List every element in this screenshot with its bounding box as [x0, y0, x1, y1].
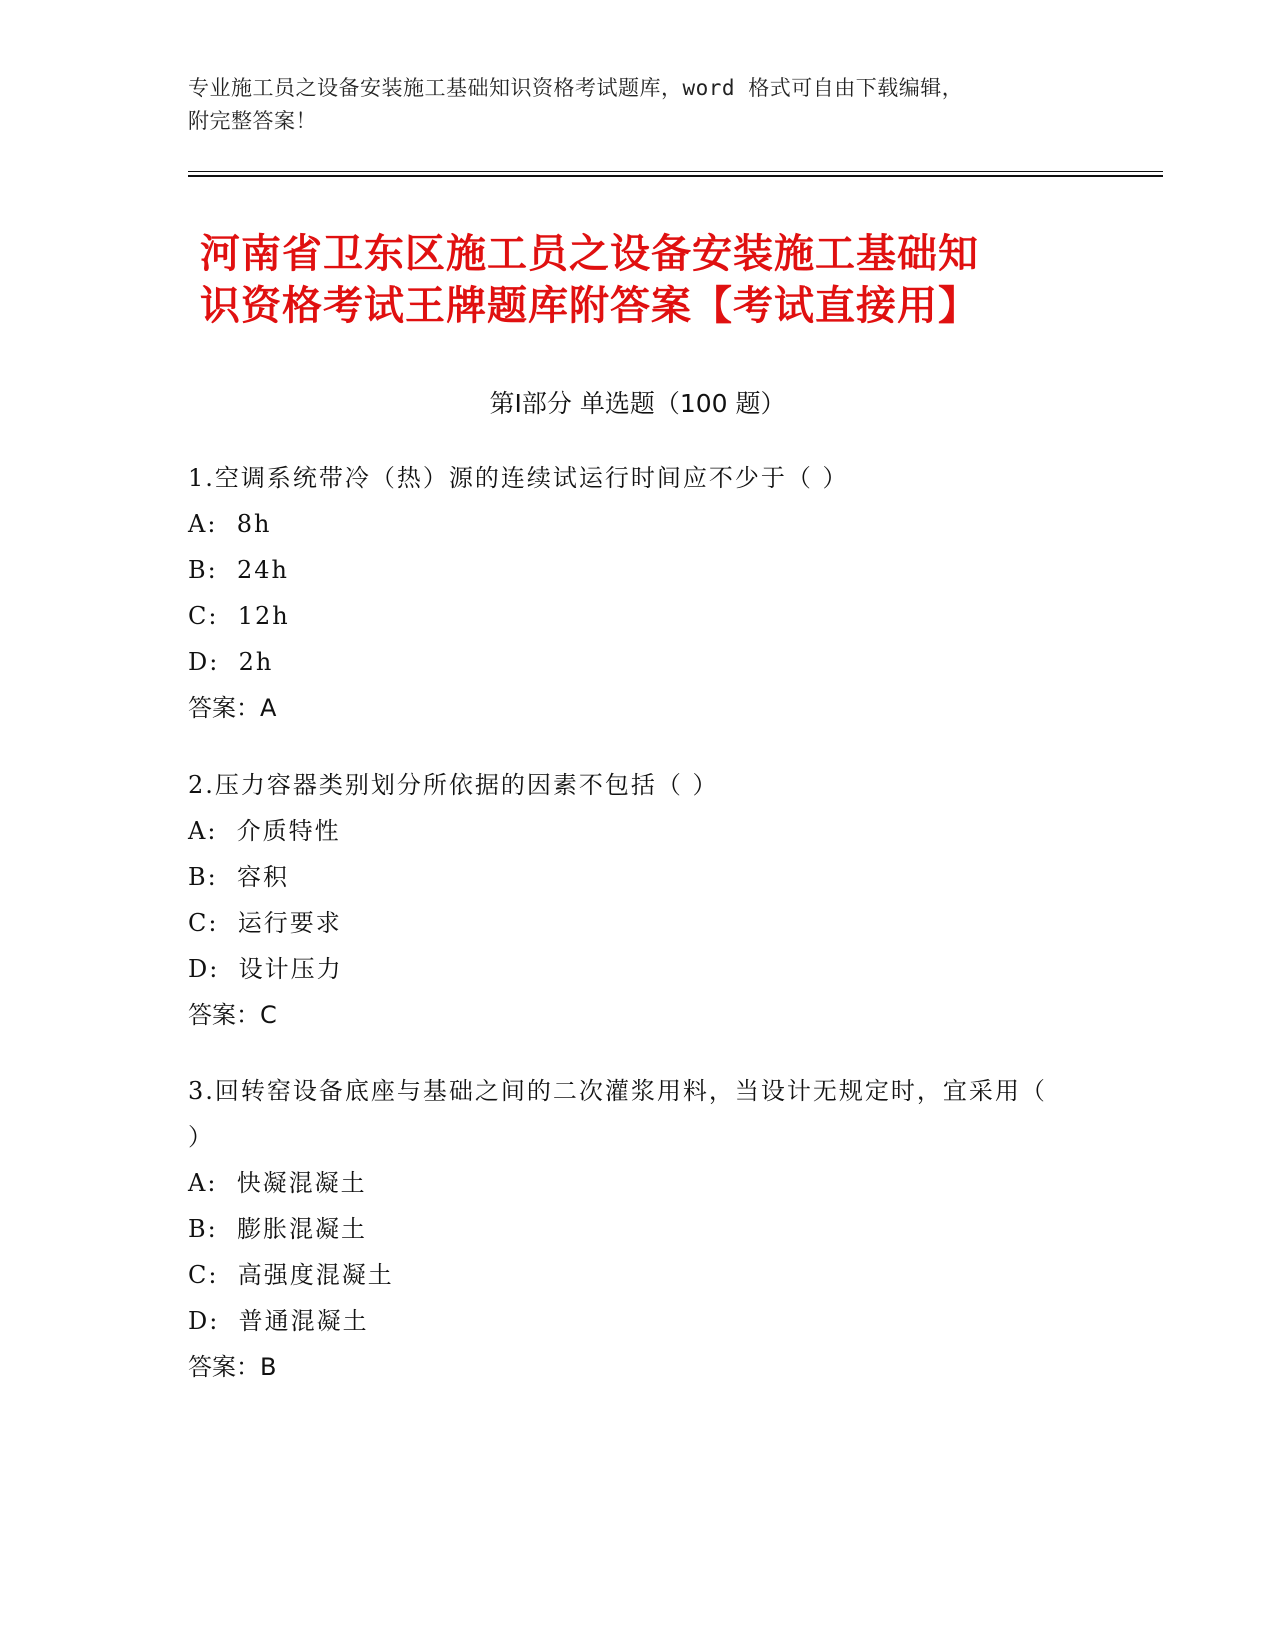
option-label: D: — [188, 648, 220, 676]
option-label: C: — [188, 909, 219, 937]
option-label: A: — [188, 1169, 218, 1197]
option-c — [188, 900, 1088, 946]
option-b — [188, 547, 1088, 593]
section-heading: 第Ⅰ部分 单选题（100 题） — [489, 389, 786, 418]
answer: 答案：C — [188, 1001, 277, 1029]
answer: 答案：B — [188, 1353, 277, 1381]
option-text: 12h — [237, 602, 290, 630]
option-text: 普通混凝土 — [238, 1307, 369, 1335]
option-label: A: — [188, 510, 218, 538]
option-text: 24h — [237, 556, 289, 584]
question-3 — [188, 1068, 1048, 1390]
option-label: C: — [188, 1261, 219, 1289]
option-text: 设计压力 — [238, 955, 343, 983]
option-text: 运行要求 — [237, 909, 342, 937]
option-label: B: — [188, 863, 218, 891]
option-text: 膨胀混凝土 — [237, 1215, 367, 1243]
option-label: B: — [188, 556, 218, 584]
option-text: 8h — [236, 510, 272, 538]
option-label: D: — [188, 1307, 220, 1335]
header-note — [188, 72, 1068, 138]
option-text: 快凝混凝土 — [236, 1169, 367, 1197]
question-stem: 2.压力容器类别划分所依据的因素不包括（ ） — [188, 771, 719, 799]
document-title — [200, 228, 1120, 332]
option-label: B: — [188, 1215, 218, 1243]
question-1 — [188, 455, 1088, 731]
header-rule-thin — [188, 171, 1163, 172]
option-c — [188, 1252, 1048, 1298]
option-a — [188, 1160, 1048, 1206]
option-d — [188, 639, 1088, 685]
option-d — [188, 1298, 1048, 1344]
option-b — [188, 1206, 1048, 1252]
option-text: 介质特性 — [236, 817, 341, 845]
header-note-line-1: 专业施工员之设备安装施工基础知识资格考试题库，word 格式可自由下载编辑， — [188, 76, 964, 100]
option-text: 容积 — [237, 863, 289, 891]
option-c — [188, 593, 1088, 639]
option-a — [188, 501, 1088, 547]
option-text: 2h — [238, 648, 274, 676]
header-rule-thick — [188, 175, 1163, 177]
option-text: 高强度混凝土 — [237, 1261, 394, 1289]
header-note-line-2: 附完整答案！ — [188, 109, 317, 133]
option-label: D: — [188, 955, 220, 983]
document-title-line-2: 识资格考试王牌题库附答案【考试直接用】 — [200, 283, 979, 329]
option-a — [188, 808, 1088, 854]
answer: 答案：A — [188, 694, 277, 722]
document-title-line-1: 河南省卫东区施工员之设备安装施工基础知 — [200, 231, 979, 277]
question-2 — [188, 762, 1088, 1038]
question-stem: 1.空调系统带冷（热）源的连续试运行时间应不少于（ ） — [188, 464, 849, 492]
option-label: A: — [188, 817, 218, 845]
option-d — [188, 946, 1088, 992]
option-b — [188, 854, 1088, 900]
option-label: C: — [188, 602, 219, 630]
question-stem: 3.回转窑设备底座与基础之间的二次灌浆用料，当设计无规定时，宜采用（ ） — [188, 1077, 1047, 1151]
